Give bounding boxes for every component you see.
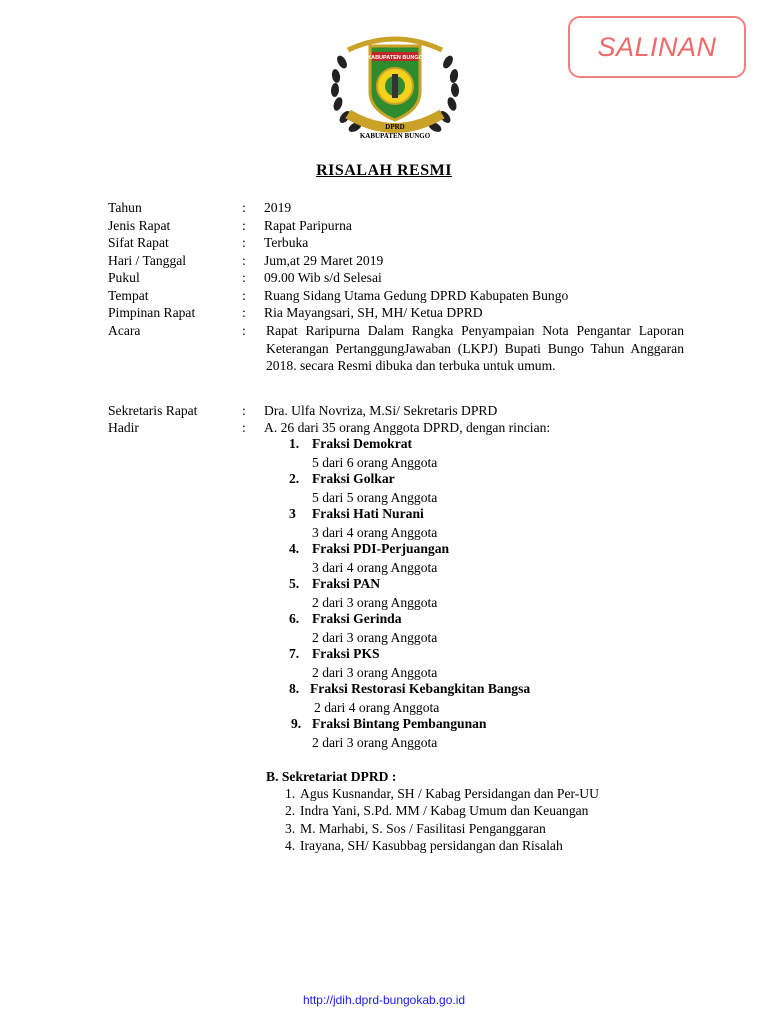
svg-text:KABUPATEN BUNGO: KABUPATEN BUNGO xyxy=(367,55,423,61)
sekretariat-num: 3. xyxy=(285,821,296,836)
fraksi-name: Fraksi Gerinda xyxy=(312,611,402,626)
info-label: Sifat Rapat xyxy=(108,235,169,250)
fraksi-num: 5. xyxy=(289,576,300,591)
info-label: Pimpinan Rapat xyxy=(108,305,196,320)
fraksi-name: Fraksi Hati Nurani xyxy=(312,506,424,521)
fraksi-count: 2 dari 3 orang Anggota xyxy=(312,595,438,610)
fraksi-name: Fraksi Golkar xyxy=(312,471,395,486)
info-value: 2019 xyxy=(264,200,292,215)
info-colon: : xyxy=(242,235,246,250)
fraksi-num: 4. xyxy=(289,541,300,556)
info-label: Hadir xyxy=(108,420,139,435)
svg-text:KABUPATEN BUNGO: KABUPATEN BUNGO xyxy=(359,132,431,140)
dprd-bungo-logo xyxy=(326,32,464,144)
info-label: Sekretaris Rapat xyxy=(108,403,198,418)
info-label: Tempat xyxy=(108,288,149,303)
stamp-text: SALINAN xyxy=(597,31,717,62)
info-colon: : xyxy=(242,218,246,233)
info-colon: : xyxy=(242,420,246,435)
fraksi-name: Fraksi PKS xyxy=(312,646,380,661)
fraksi-count: 3 dari 4 orang Anggota xyxy=(312,525,438,540)
info-value: Ruang Sidang Utama Gedung DPRD Kabupaten Bungo xyxy=(264,288,569,303)
fraksi-name: Fraksi Bintang Pembangunan xyxy=(312,716,487,731)
fraksi-count: 3 dari 4 orang Anggota xyxy=(312,560,438,575)
sekretariat-num: 2. xyxy=(285,803,296,818)
info-colon: : xyxy=(242,403,246,418)
info-value: Rapat Paripurna xyxy=(264,218,352,233)
info-colon: : xyxy=(242,288,246,303)
fraksi-count: 5 dari 6 orang Anggota xyxy=(312,455,438,470)
sekretariat-heading: B. Sekretariat DPRD : xyxy=(266,769,397,784)
sekretariat-item: Agus Kusnandar, SH / Kabag Persidangan dan Per-UU xyxy=(300,786,599,801)
info-value: Ria Mayangsari, SH, MH/ Ketua DPRD xyxy=(264,305,483,320)
fraksi-num: 1. xyxy=(289,436,300,451)
fraksi-count: 2 dari 4 orang Anggota xyxy=(314,700,440,715)
salinan-stamp xyxy=(568,16,746,78)
sekretariat-num: 4. xyxy=(285,838,296,853)
info-value: Jum,at 29 Maret 2019 xyxy=(264,253,384,268)
fraksi-count: 5 dari 5 orang Anggota xyxy=(312,490,438,505)
info-colon: : xyxy=(242,270,246,285)
sekretariat-item: Indra Yani, S.Pd. MM / Kabag Umum dan Keuangan xyxy=(300,803,589,818)
fraksi-num: 2. xyxy=(289,471,300,486)
fraksi-num: 9. xyxy=(291,716,302,731)
fraksi-name: Fraksi PDI-Perjuangan xyxy=(312,541,450,556)
info-value: A. 26 dari 35 orang Anggota DPRD, dengan rincian: xyxy=(264,420,551,435)
fraksi-count: 2 dari 3 orang Anggota xyxy=(312,735,438,750)
fraksi-num: 6. xyxy=(289,611,300,626)
acara-value: Rapat Raripurna Dalam Rangka Penyampaian Nota Pengantar Laporan Keterangan PertanggungJawaban (LKPJ) Bupati Bungo Tahun Anggaran 2018. secara Resmi dibuka dan terbuka untuk umum. xyxy=(266,323,684,374)
info-colon: : xyxy=(242,200,246,215)
sekretariat-item: Irayana, SH/ Kasubbag persidangan dan Risalah xyxy=(300,838,563,853)
fraksi-name: Fraksi Demokrat xyxy=(312,436,413,451)
info-label: Hari / Tanggal xyxy=(108,253,187,268)
document-title: RISALAH RESMI xyxy=(316,162,452,179)
info-colon: : xyxy=(242,253,246,268)
svg-text:DPRD: DPRD xyxy=(385,123,405,131)
info-label: Pukul xyxy=(108,270,140,285)
info-colon: : xyxy=(242,305,246,320)
fraksi-name: Fraksi PAN xyxy=(312,576,381,591)
info-value: Terbuka xyxy=(264,235,309,250)
fraksi-count: 2 dari 3 orang Anggota xyxy=(312,665,438,680)
info-value: Dra. Ulfa Novriza, M.Si/ Sekretaris DPRD xyxy=(264,403,498,418)
fraksi-num: 8. xyxy=(289,681,300,696)
sekretariat-item: M. Marhabi, S. Sos / Fasilitasi Penganggaran xyxy=(300,821,546,836)
info-label: Jenis Rapat xyxy=(108,218,171,233)
info-colon: : xyxy=(242,323,246,338)
info-label: Acara xyxy=(108,323,141,338)
info-label: Tahun xyxy=(108,200,142,215)
fraksi-count: 2 dari 3 orang Anggota xyxy=(312,630,438,645)
fraksi-num: 3 xyxy=(289,506,296,521)
fraksi-num: 7. xyxy=(289,646,300,661)
info-value: 09.00 Wib s/d Selesai xyxy=(264,270,382,285)
footer-link[interactable]: http://jdih.dprd-bungokab.go.id xyxy=(302,993,466,1007)
sekretariat-num: 1. xyxy=(285,786,296,801)
fraksi-name: Fraksi Restorasi Kebangkitan Bangsa xyxy=(310,681,531,696)
